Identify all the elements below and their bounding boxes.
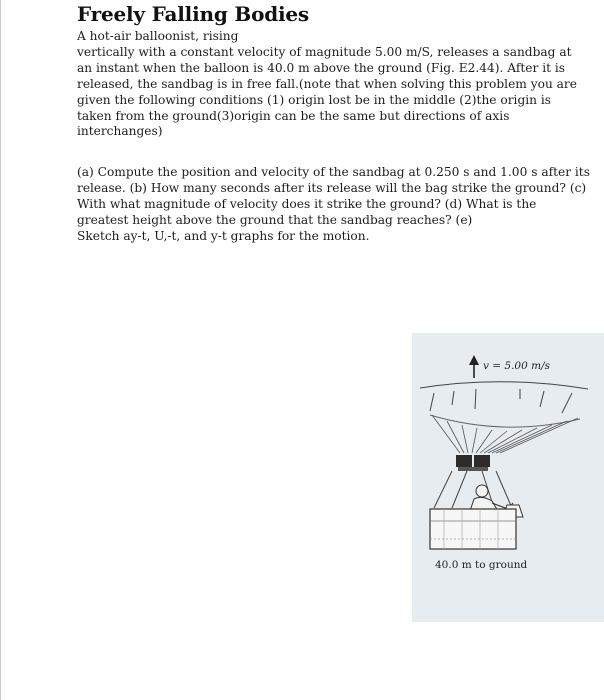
problem-line: vertically with a constant velocity of magnitude 5.00 m/S, releases a sandbag at: [77, 44, 572, 59]
balloon-envelope: [420, 382, 588, 427]
question-line: greatest height above the ground that the sandbag reaches? (e): [77, 212, 473, 227]
balloon-figure: [412, 333, 604, 622]
page-title: Freely Falling Bodies: [77, 2, 309, 26]
balloonist-figure: [470, 485, 508, 511]
problem-line: interchanges): [77, 124, 163, 139]
burner: [456, 455, 490, 471]
question-line: With what magnitude of velocity does it strike the ground? (d) What is the: [77, 196, 537, 211]
problem-line: released, the sandbag is in free fall.(note that when solving this problem you are: [77, 76, 577, 91]
balloon-illustration: [412, 333, 604, 622]
problem-line: taken from the ground(3)origin can be the same but directions of axis: [77, 108, 510, 123]
problem-line: A hot-air balloonist, rising: [77, 29, 239, 43]
question-line: Sketch ay-t, U,-t, and y-t graphs for the motion.: [77, 228, 370, 243]
velocity-arrow-icon: [469, 355, 479, 378]
ground-distance-label: 40.0 m to ground: [435, 559, 528, 571]
question-line: release. (b) How many seconds after its release will the bag strike the ground? (c): [77, 180, 587, 195]
problem-line: an instant when the balloon is 40.0 m above the ground (Fig. E2.44). After it is: [77, 60, 566, 75]
page-edge: [0, 0, 1, 700]
basket: [430, 509, 516, 549]
question-line: (a) Compute the position and velocity of the sandbag at 0.250 s and 1.00 s after its: [77, 165, 590, 179]
problem-line: given the following conditions (1) origin lost be in the middle (2)the origin is: [77, 92, 552, 107]
question-list: [77, 165, 590, 245]
velocity-label: v = 5.00 m/s: [483, 360, 551, 372]
problem-statement: [77, 29, 582, 140]
